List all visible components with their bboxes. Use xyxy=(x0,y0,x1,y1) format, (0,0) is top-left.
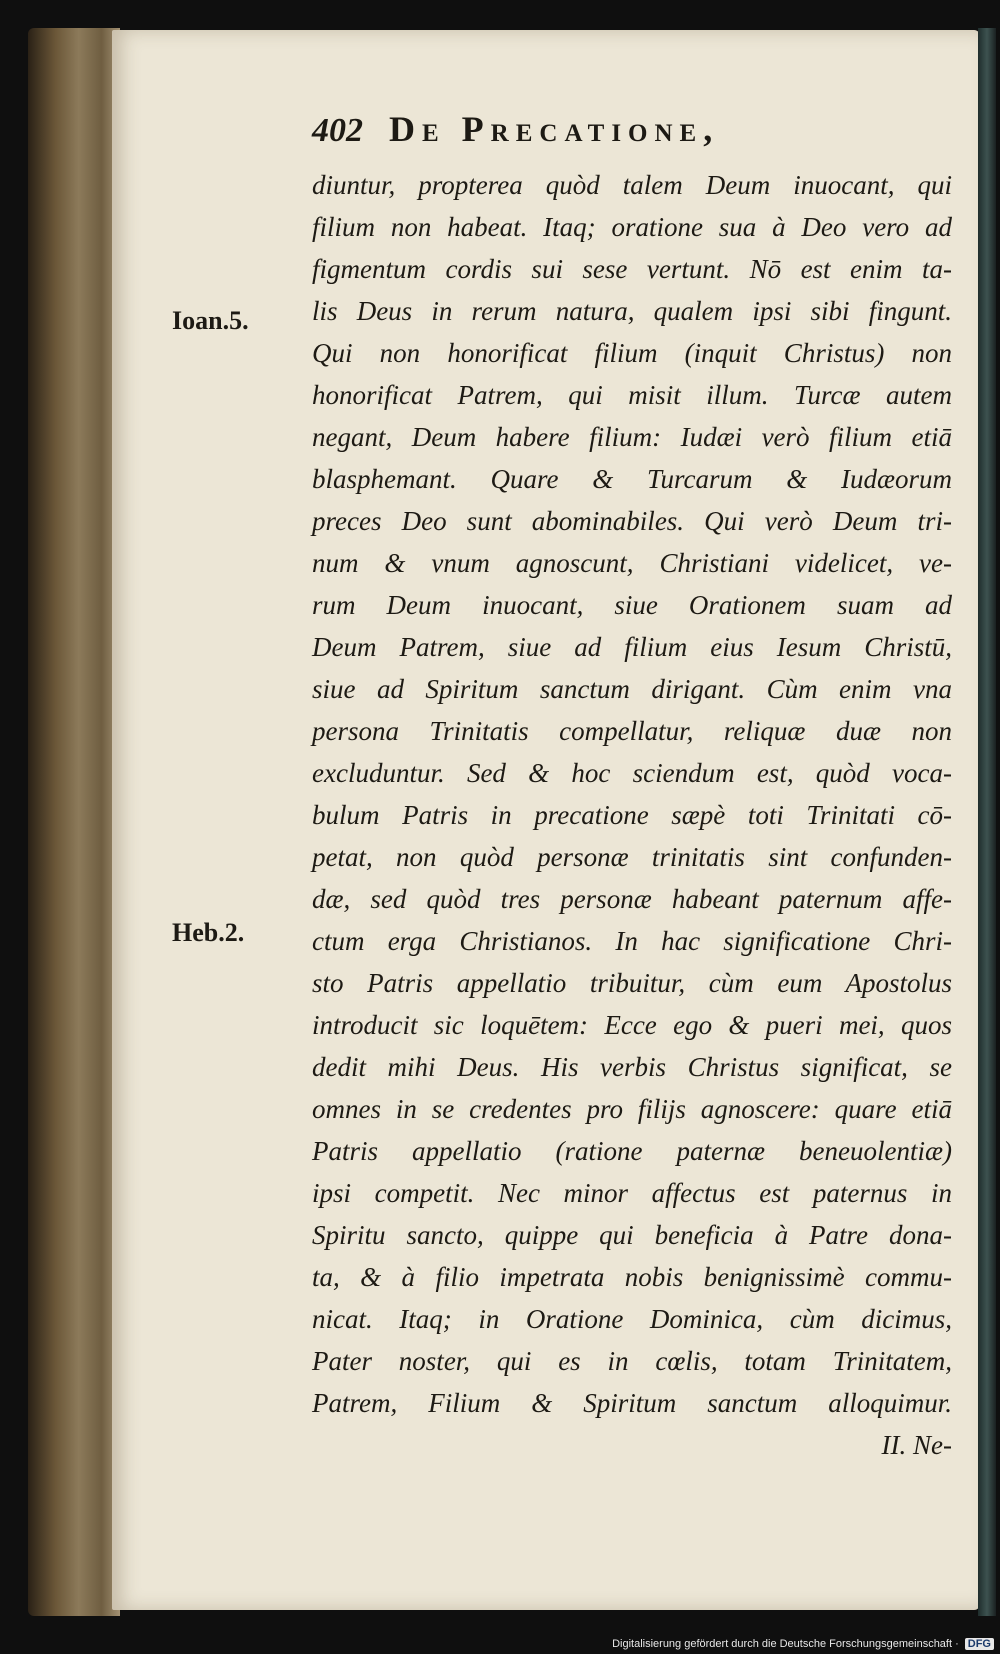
page-right-strip xyxy=(978,28,996,1616)
margin-note-heb: Heb.2. xyxy=(172,918,245,947)
text-line: Patris appellatio (ratione paternæ beneuolentiæ) xyxy=(312,1136,952,1166)
text-line: diuntur, propterea quòd talem Deum inuocant, qui xyxy=(312,170,952,200)
text-line: Spiritu sancto, quippe qui beneficia à Patre dona- xyxy=(312,1220,952,1250)
text-line: omnes in se credentes pro filijs agnoscere: quare etiā xyxy=(312,1094,952,1124)
text-line: introducit sic loquētem: Ecce ego & pueri mei, quos xyxy=(312,1010,952,1040)
page-number: 402 xyxy=(312,112,363,149)
text-line: lis Deus in rerum natura, qualem ipsi sibi fingunt. xyxy=(312,296,952,326)
text-line: Qui non honorificat filium (inquit Christus) non xyxy=(312,338,952,368)
text-line: figmentum cordis sui sese vertunt. Nō est enim ta- xyxy=(312,254,952,284)
text-line: ipsi competit. Nec minor affectus est paternus in xyxy=(312,1178,952,1208)
body-text xyxy=(312,164,952,1466)
footer-text: Digitalisierung gefördert durch die Deutsche Forschungsgemeinschaft · xyxy=(612,1638,959,1650)
book-edge xyxy=(28,28,120,1616)
text-line: negant, Deum habere filium: Iudæi verò filium etiā xyxy=(312,422,952,452)
text-line: rum Deum inuocant, siue Orationem suam ad xyxy=(312,590,952,620)
page-header xyxy=(312,108,932,158)
text-line: excluduntur. Sed & hoc sciendum est, quòd voca- xyxy=(312,758,952,788)
text-line: blasphemant. Quare & Turcarum & Iudæorum xyxy=(312,464,952,494)
text-line: filium non habeat. Itaq; oratione sua à Deo vero ad xyxy=(312,212,952,242)
text-line: Pater noster, qui es in cœlis, totam Trinitatem, xyxy=(312,1346,952,1376)
text-line: ctum erga Christianos. In hac significatione Chri- xyxy=(312,926,952,956)
text-line: nicat. Itaq; in Oratione Dominica, cùm dicimus, xyxy=(312,1304,952,1334)
text-line: honorificat Patrem, qui misit illum. Turcæ autem xyxy=(312,380,952,410)
margin-note-ioan: Ioan.5. xyxy=(172,306,249,335)
text-line: dedit mihi Deus. His verbis Christus significat, se xyxy=(312,1052,952,1082)
catchword: II. Ne- xyxy=(881,1430,952,1460)
text-line: siue ad Spiritum sanctum dirigant. Cùm enim vna xyxy=(312,674,952,704)
text-line: preces Deo sunt abominabiles. Qui verò Deum tri- xyxy=(312,506,952,536)
running-title: De Precatione, xyxy=(389,109,720,149)
text-line: bulum Patris in precatione sæpè toti Trinitati cō- xyxy=(312,800,952,830)
text-line: persona Trinitatis compellatur, reliquæ duæ non xyxy=(312,716,952,746)
dfg-logo: DFG xyxy=(965,1638,994,1650)
text-line: dæ, sed quòd tres personæ habeant paternum affe- xyxy=(312,884,952,914)
text-line: Deum Patrem, siue ad filium eius Iesum Christū, xyxy=(312,632,952,662)
text-line: petat, non quòd personæ trinitatis sint confunden- xyxy=(312,842,952,872)
text-line: Patrem, Filium & Spiritum sanctum alloquimur. xyxy=(312,1388,952,1418)
text-line: ta, & à filio impetrata nobis benignissimè commu- xyxy=(312,1262,952,1292)
digitization-footer xyxy=(612,1638,994,1650)
text-line: sto Patris appellatio tribuitur, cùm eum Apostolus xyxy=(312,968,952,998)
text-line: num & vnum agnoscunt, Christiani videlicet, ve- xyxy=(312,548,952,578)
